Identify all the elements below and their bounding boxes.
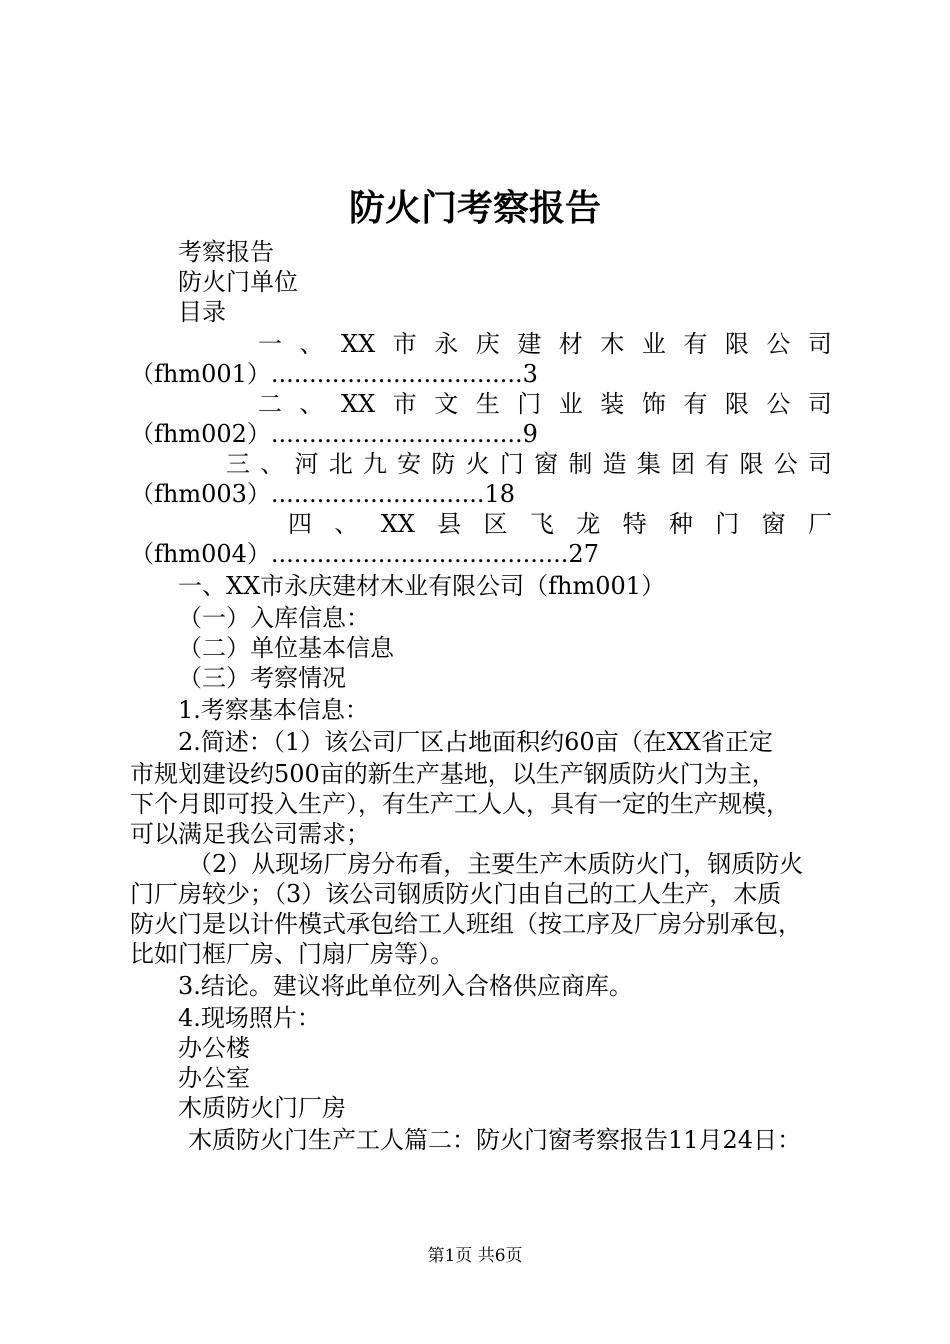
toc-char: 门 — [499, 450, 524, 478]
basic-info-label: 1.考察基本信息： — [178, 696, 369, 724]
toc-char: 司 — [807, 390, 832, 418]
toc-char: 木 — [600, 330, 625, 358]
toc-char: 业 — [558, 390, 583, 418]
toc-char: 饰 — [641, 390, 666, 418]
toc-char: 门 — [517, 390, 542, 418]
toc-char: 、 — [260, 450, 285, 478]
toc-char: 限 — [724, 390, 749, 418]
page-footer: 第1页 共6页 — [427, 1246, 523, 1266]
toc-char: 种 — [668, 510, 693, 538]
toc-entry-2-line1 — [258, 389, 832, 419]
toc-char: 、 — [299, 330, 324, 358]
detail-line: 门厂房较少；（3）该公司钢质防火门由自己的工人生产，木质 — [130, 880, 782, 908]
toc-char: 有 — [705, 450, 730, 478]
toc-char: 制 — [568, 450, 593, 478]
toc-entry-2-line2: （fhm002）.................................9 — [130, 420, 538, 448]
toc-char: 飞 — [529, 510, 554, 538]
toc-char: XX — [341, 330, 376, 358]
toc-char: 九 — [362, 450, 387, 478]
toc-char: 火 — [465, 450, 490, 478]
toc-char: XX — [380, 510, 415, 538]
photo-caption: 办公室 — [178, 1064, 250, 1092]
toc-char: 县 — [437, 510, 462, 538]
toc-char: 团 — [671, 450, 696, 478]
toc-char: 司 — [807, 330, 832, 358]
toc-char: 河 — [294, 450, 319, 478]
toc-entry-3-line1 — [226, 449, 832, 479]
toc-char: 公 — [766, 330, 791, 358]
toc-char: 防 — [431, 450, 456, 478]
toc-char: 建 — [517, 330, 542, 358]
toc-char: 装 — [600, 390, 625, 418]
toc-char: 集 — [636, 450, 661, 478]
toc-char: 有 — [683, 330, 708, 358]
section-item: （二）单位基本信息 — [178, 634, 394, 662]
toc-char: XX — [341, 390, 376, 418]
detail-line: 比如门框厂房、门扇厂房等）。 — [130, 940, 454, 968]
toc-char: 厂 — [807, 510, 832, 538]
toc-char: 限 — [724, 330, 749, 358]
toc-entry-3-line2: （fhm003）............................18 — [130, 480, 516, 508]
toc-char: 北 — [328, 450, 353, 478]
toc-char: 特 — [622, 510, 647, 538]
toc-char: 市 — [392, 330, 417, 358]
toc-entry-4-line2: （fhm004）.......................................27 — [130, 540, 599, 568]
summary-line: 可以满足我公司需求； — [130, 820, 370, 848]
toc-char: 文 — [434, 390, 459, 418]
summary-line: 2.简述：（1）该公司厂区占地面积约60亩（在XX省正定 — [178, 728, 773, 756]
photo-caption: 木质防火门厂房 — [178, 1094, 346, 1122]
summary-line: 市规划建设约500亩的新生产基地，以生产钢质防火门为主， — [130, 760, 776, 788]
toc-char: 、 — [299, 390, 324, 418]
toc-char: 生 — [475, 390, 500, 418]
toc-heading: 目录 — [178, 298, 226, 326]
section-heading: 一、XX市永庆建材木业有限公司（fhm001） — [178, 572, 666, 600]
toc-char: 四 — [288, 510, 312, 538]
toc-entry-1-line1 — [258, 329, 832, 359]
toc-char: 材 — [558, 330, 583, 358]
section-item: （三）考察情况 — [178, 664, 346, 692]
toc-char: 市 — [392, 390, 417, 418]
toc-entry-4-line1 — [288, 509, 832, 539]
conclusion-line: 3.结论。建议将此单位列入合格供应商库。 — [178, 972, 633, 1000]
toc-char: 二 — [258, 390, 282, 418]
toc-char: 、 — [334, 510, 359, 538]
toc-char: 龙 — [576, 510, 601, 538]
photo-caption: 办公楼 — [178, 1034, 250, 1062]
intro-line: 防火门单位 — [178, 268, 298, 296]
chapter-two-line: 木质防火门生产工人篇二：防火门窗考察报告11月24日： — [188, 1126, 802, 1154]
detail-line: 防火门是以计件模式承包给工人班组（按工序及厂房分别承包， — [130, 910, 802, 938]
toc-char: 业 — [641, 330, 666, 358]
toc-char: 区 — [483, 510, 508, 538]
toc-char: 有 — [683, 390, 708, 418]
detail-line: （2）从现场厂房分布看，主要生产木质防火门，钢质防火 — [188, 850, 804, 878]
summary-line: 下个月即可投入生产），有生产工人人，具有一定的生产规模， — [130, 790, 790, 818]
toc-char: 限 — [739, 450, 764, 478]
toc-char: 窗 — [761, 510, 786, 538]
toc-char: 永 — [434, 330, 459, 358]
section-item: （一）入库信息： — [178, 604, 370, 632]
document-title: 防火门考察报告 — [348, 187, 601, 229]
toc-char: 三 — [226, 450, 250, 478]
toc-char: 公 — [773, 450, 798, 478]
toc-char: 造 — [602, 450, 627, 478]
toc-char: 窗 — [534, 450, 559, 478]
toc-char: 门 — [715, 510, 740, 538]
toc-char: 庆 — [475, 330, 500, 358]
toc-char: 安 — [397, 450, 422, 478]
photos-label: 4.现场照片： — [178, 1004, 321, 1032]
intro-line: 考察报告 — [178, 238, 274, 266]
toc-char: 司 — [807, 450, 832, 478]
toc-char: 公 — [766, 390, 791, 418]
toc-entry-1-line2: （fhm001）.................................3 — [130, 360, 538, 388]
toc-char: 一 — [258, 330, 282, 358]
